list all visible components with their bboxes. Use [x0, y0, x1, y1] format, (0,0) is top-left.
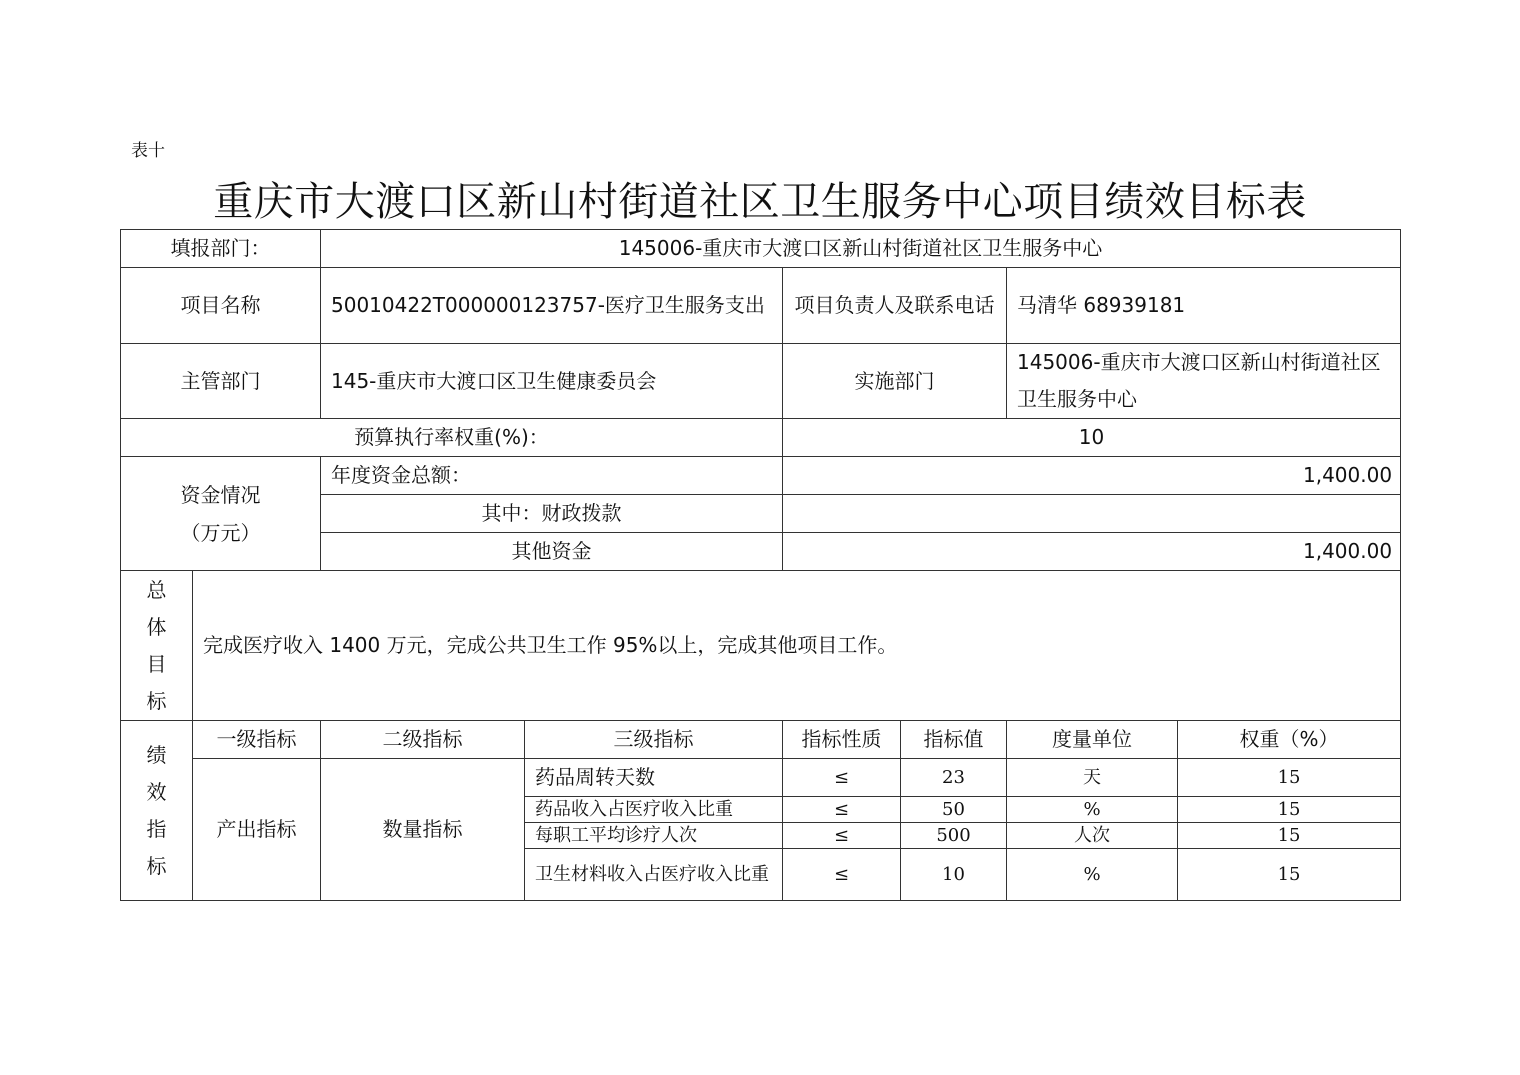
indicator-nature: ≤ [783, 823, 901, 849]
indicator-nature: ≤ [783, 797, 901, 823]
funds-total-value: 1,400.00 [783, 457, 1401, 495]
project-name-label: 项目名称 [121, 268, 321, 344]
indicators-label: 绩效指标 [121, 721, 193, 901]
indicator-unit: 人次 [1007, 823, 1178, 849]
project-name-value: 50010422T000000123757-医疗卫生服务支出 [321, 268, 783, 344]
indicator-name: 卫生材料收入占医疗收入比重 [525, 849, 783, 901]
header-level3: 三级指标 [525, 721, 783, 759]
indicator-level1: 产出指标 [193, 759, 321, 901]
supervising-dept-label: 主管部门 [121, 344, 321, 419]
indicator-nature: ≤ [783, 759, 901, 797]
indicator-weight: 15 [1178, 797, 1401, 823]
header-nature: 指标性质 [783, 721, 901, 759]
reporting-dept-label: 填报部门： [121, 230, 321, 268]
page-title: 重庆市大渡口区新山村街道社区卫生服务中心项目绩效目标表 [213, 179, 1307, 225]
project-lead-label: 项目负责人及联系电话 [783, 268, 1007, 344]
implementing-dept-value: 145006-重庆市大渡口区新山村街道社区卫生服务中心 [1007, 344, 1401, 419]
reporting-dept-value: 145006-重庆市大渡口区新山村街道社区卫生服务中心 [321, 230, 1401, 268]
funds-total-label: 年度资金总额： [321, 457, 783, 495]
header-unit: 度量单位 [1007, 721, 1178, 759]
header-value: 指标值 [901, 721, 1007, 759]
header-level1: 一级指标 [193, 721, 321, 759]
indicator-weight: 15 [1178, 759, 1401, 797]
funds-fiscal-value [783, 495, 1401, 533]
indicator-name: 药品收入占医疗收入比重 [525, 797, 783, 823]
indicator-value: 10 [901, 849, 1007, 901]
indicator-value: 500 [901, 823, 1007, 849]
indicator-unit: 天 [1007, 759, 1178, 797]
overall-goal-label: 总体目标 [121, 571, 193, 721]
indicator-unit: % [1007, 849, 1178, 901]
project-lead-value: 马清华 68939181 [1007, 268, 1401, 344]
table-number-label: 表十 [131, 141, 165, 161]
indicator-weight: 15 [1178, 823, 1401, 849]
header-weight: 权重（%） [1178, 721, 1401, 759]
indicator-unit: % [1007, 797, 1178, 823]
indicator-name: 药品周转天数 [525, 759, 783, 797]
funds-label: 资金情况（万元） [121, 457, 321, 571]
indicator-value: 50 [901, 797, 1007, 823]
indicator-value: 23 [901, 759, 1007, 797]
indicator-nature: ≤ [783, 849, 901, 901]
indicator-level2: 数量指标 [321, 759, 525, 901]
table-row [121, 759, 1401, 797]
budget-weight-label: 预算执行率权重(%)： [121, 419, 783, 457]
funds-other-label: 其他资金 [321, 533, 783, 571]
overall-goal-text: 完成医疗收入 1400 万元，完成公共卫生工作 95%以上，完成其他项目工作。 [193, 571, 1401, 721]
budget-weight-value: 10 [783, 419, 1401, 457]
header-level2: 二级指标 [321, 721, 525, 759]
implementing-dept-label: 实施部门 [783, 344, 1007, 419]
funds-fiscal-label: 其中：财政拨款 [321, 495, 783, 533]
indicator-weight: 15 [1178, 849, 1401, 901]
funds-other-value: 1,400.00 [783, 533, 1401, 571]
supervising-dept-value: 145-重庆市大渡口区卫生健康委员会 [321, 344, 783, 419]
indicator-name: 每职工平均诊疗人次 [525, 823, 783, 849]
performance-target-table [120, 229, 1401, 901]
